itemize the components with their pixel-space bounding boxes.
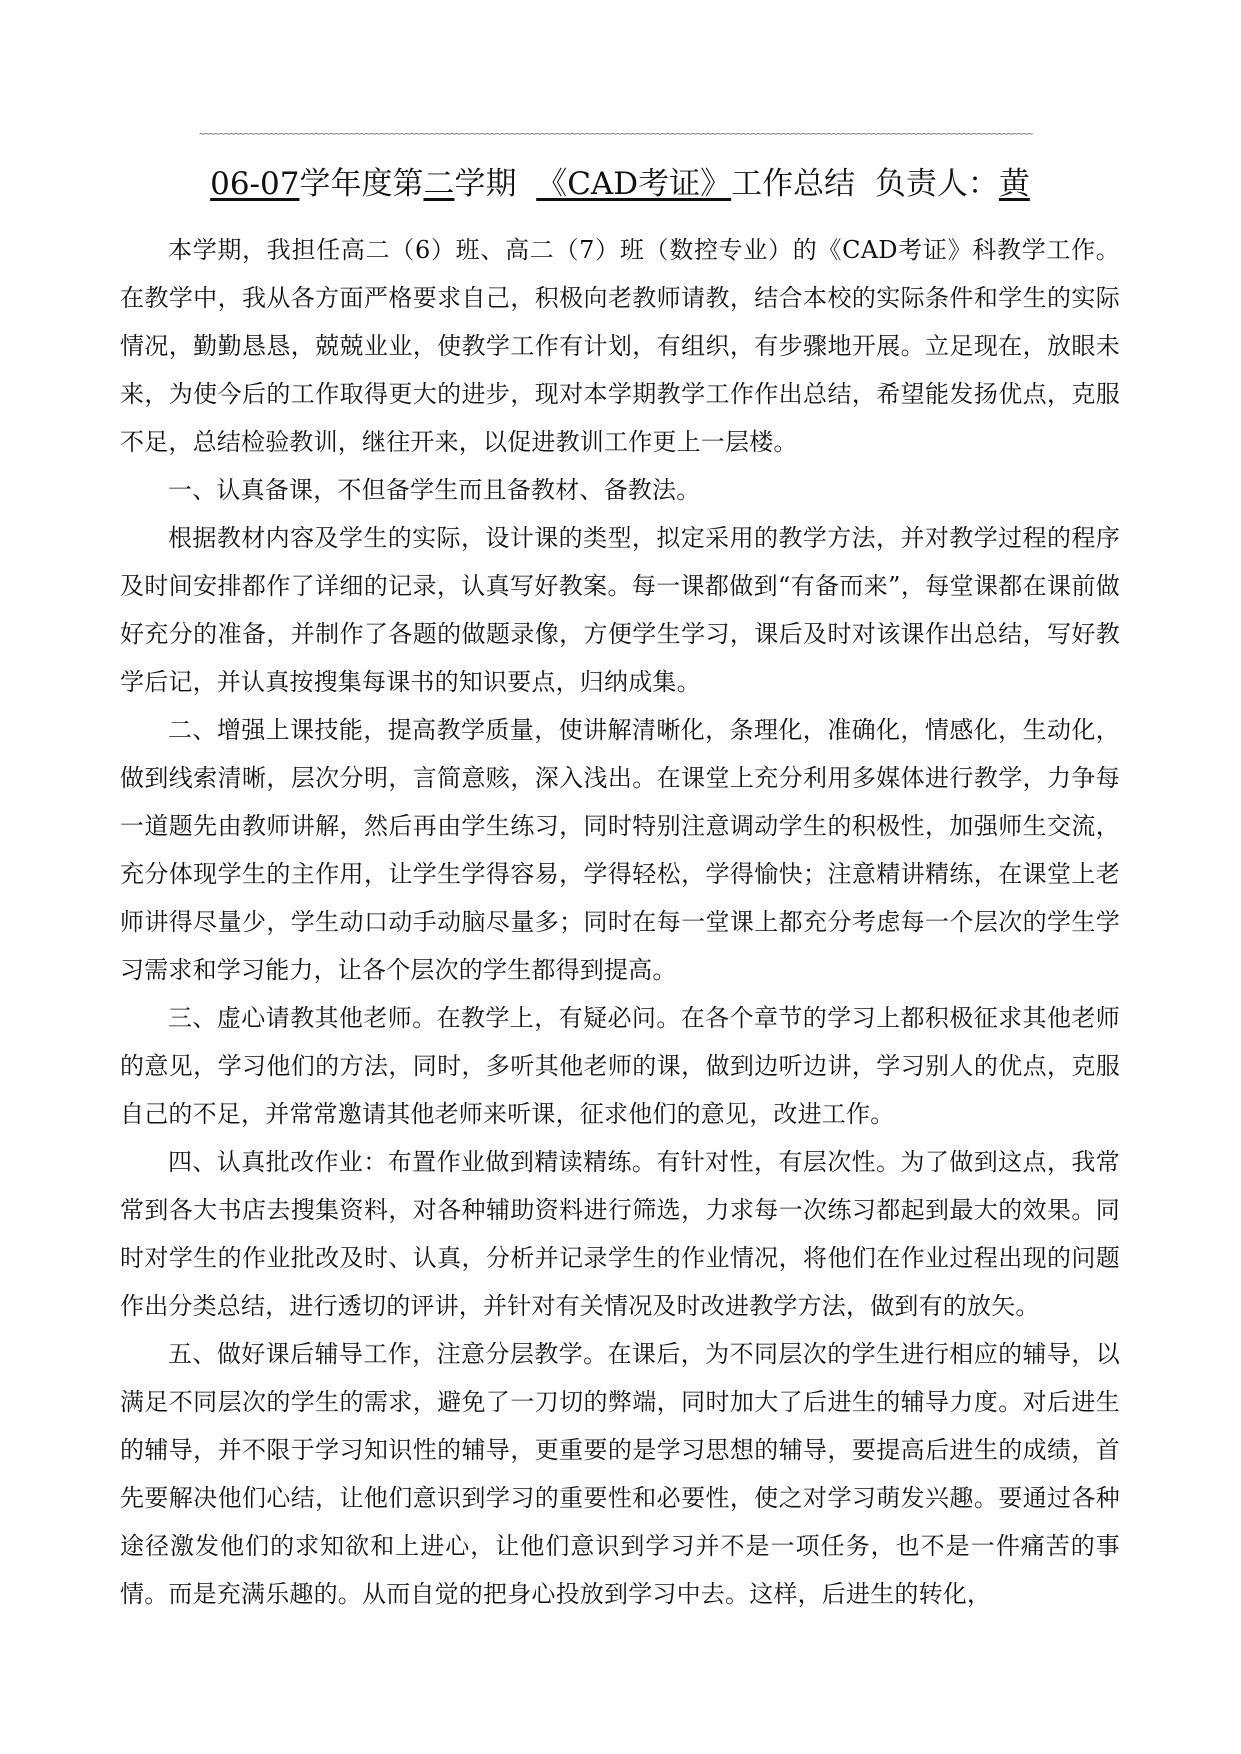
title-text-b: 学期: [454, 166, 517, 202]
title-term: 二: [423, 166, 455, 202]
page-title: [120, 164, 1120, 204]
paragraph-section-1-body: 根据教材内容及学生的实际，设计课的类型，拟定采用的教学方法，并对教学过程的程序及时间安排都作了详细的记录，认真写好教案。每一课都做到“有备而来”，每堂课都在课前做好充分的准备，并制作了各题的做题录像，方便学生学习，课后及时对该课作出总结，写好教学后记，并认真按搜集每课书的知识要点，归纳成集。: [120, 524, 1120, 696]
paragraph-section-4: 四、认真批改作业：布置作业做到精读精练。有针对性，有层次性。为了做到这点，我常常到各大书店去搜集资料，对各种辅助资料进行筛选，力求每一次练习都起到最大的效果。同时对学生的作业批改及时、认真，分析并记录学生的作业情况，将他们在作业过程出现的问题作出分类总结，进行透切的评讲，并针对有关情况及时改进教学方法，做到有的放矢。: [120, 1148, 1120, 1320]
paragraph-section-2: 二、增强上课技能，提高教学质量，使讲解清晰化，条理化，准确化，情感化，生动化，做到线索清晰，层次分明，言简意赅，深入浅出。在课堂上充分利用多媒体进行教学，力争每一道题先由教师讲解，然后再由学生练习，同时特别注意调动学生的积极性，加强师生交流，充分体现学生的主作用，让学生学得容易，学得轻松，学得愉快；注意精讲精练，在课堂上老师讲得尽量少，学生动口动手动脑尽量多；同时在每一堂课上都充分考虑每一个层次的学生学习需求和学习能力，让各个层次的学生都得到提高。: [120, 716, 1120, 984]
title-text-a: 学年度第: [299, 166, 424, 202]
header-rule: ~~~~~~~~~~~~~~~~~~~~~~~~~~~~~~~~~~~~~~~~~~~~~~~~~~~~~~~~~~~~~~~~~~~~~~~~~~~~~~~~~~~~~~~~~~~~~~~~~~~~~~~~~~~~~~~~~~~~~~~~~~~~~~~~~~~~~~~~~~~~~~~~~~~~~~~~~~~~~~~~~~~~~~: [199, 130, 1033, 140]
title-text-c: 工作总结: [731, 166, 856, 202]
paragraph-intro: 本学期，我担任高二（6）班、高二（7）班（数控专业）的《CAD考证》科教学工作。在教学中，我从各方面严格要求自己，积极向老教师请教，结合本校的实际条件和学生的实际情况，勤勤恳恳，兢兢业业，使教学工作有计划，有组织，有步骤地开展。立足现在，放眼未来，为使今后的工作取得更大的进步，现对本学期教学工作作出总结，希望能发扬优点，克服不足，总结检验教训，继往开来，以促进教训工作更上一层楼。: [120, 236, 1120, 456]
paragraph-section-5: 五、做好课后辅导工作，注意分层教学。在课后，为不同层次的学生进行相应的辅导，以满足不同层次的学生的需求，避免了一刀切的弊端，同时加大了后进生的辅导力度。对后进生的辅导，并不限于学习知识性的辅导，更重要的是学习思想的辅导，要提高后进生的成绩，首先要解决他们心结，让他们意识到学习的重要性和必要性，使之对学习萌发兴趣。要通过各种途径激发他们的求知欲和上进心，让他们意识到学习并不是一项任务，也不是一件痛苦的事情。而是充满乐趣的。从而自觉的把身心投放到学习中去。这样，后进生的转化，: [120, 1340, 1120, 1608]
title-person-label: 负责人：: [874, 166, 999, 202]
paragraph-section-1-heading: 一、认真备课，不但备学生而且备教材、备教法。: [168, 476, 701, 504]
title-person: 黄: [998, 166, 1030, 202]
document-body: [120, 226, 1120, 1618]
title-year: 06-07: [210, 166, 300, 202]
paragraph-section-3: 三、虚心请教其他老师。在教学上，有疑必问。在各个章节的学习上都积极征求其他老师的意见，学习他们的方法，同时，多听其他老师的课，做到边听边讲，学习别人的优点，克服自己的不足，并常常邀请其他老师来听课，征求他们的意见，改进工作。: [120, 1004, 1120, 1128]
title-course: 《CAD考证》: [536, 166, 732, 202]
